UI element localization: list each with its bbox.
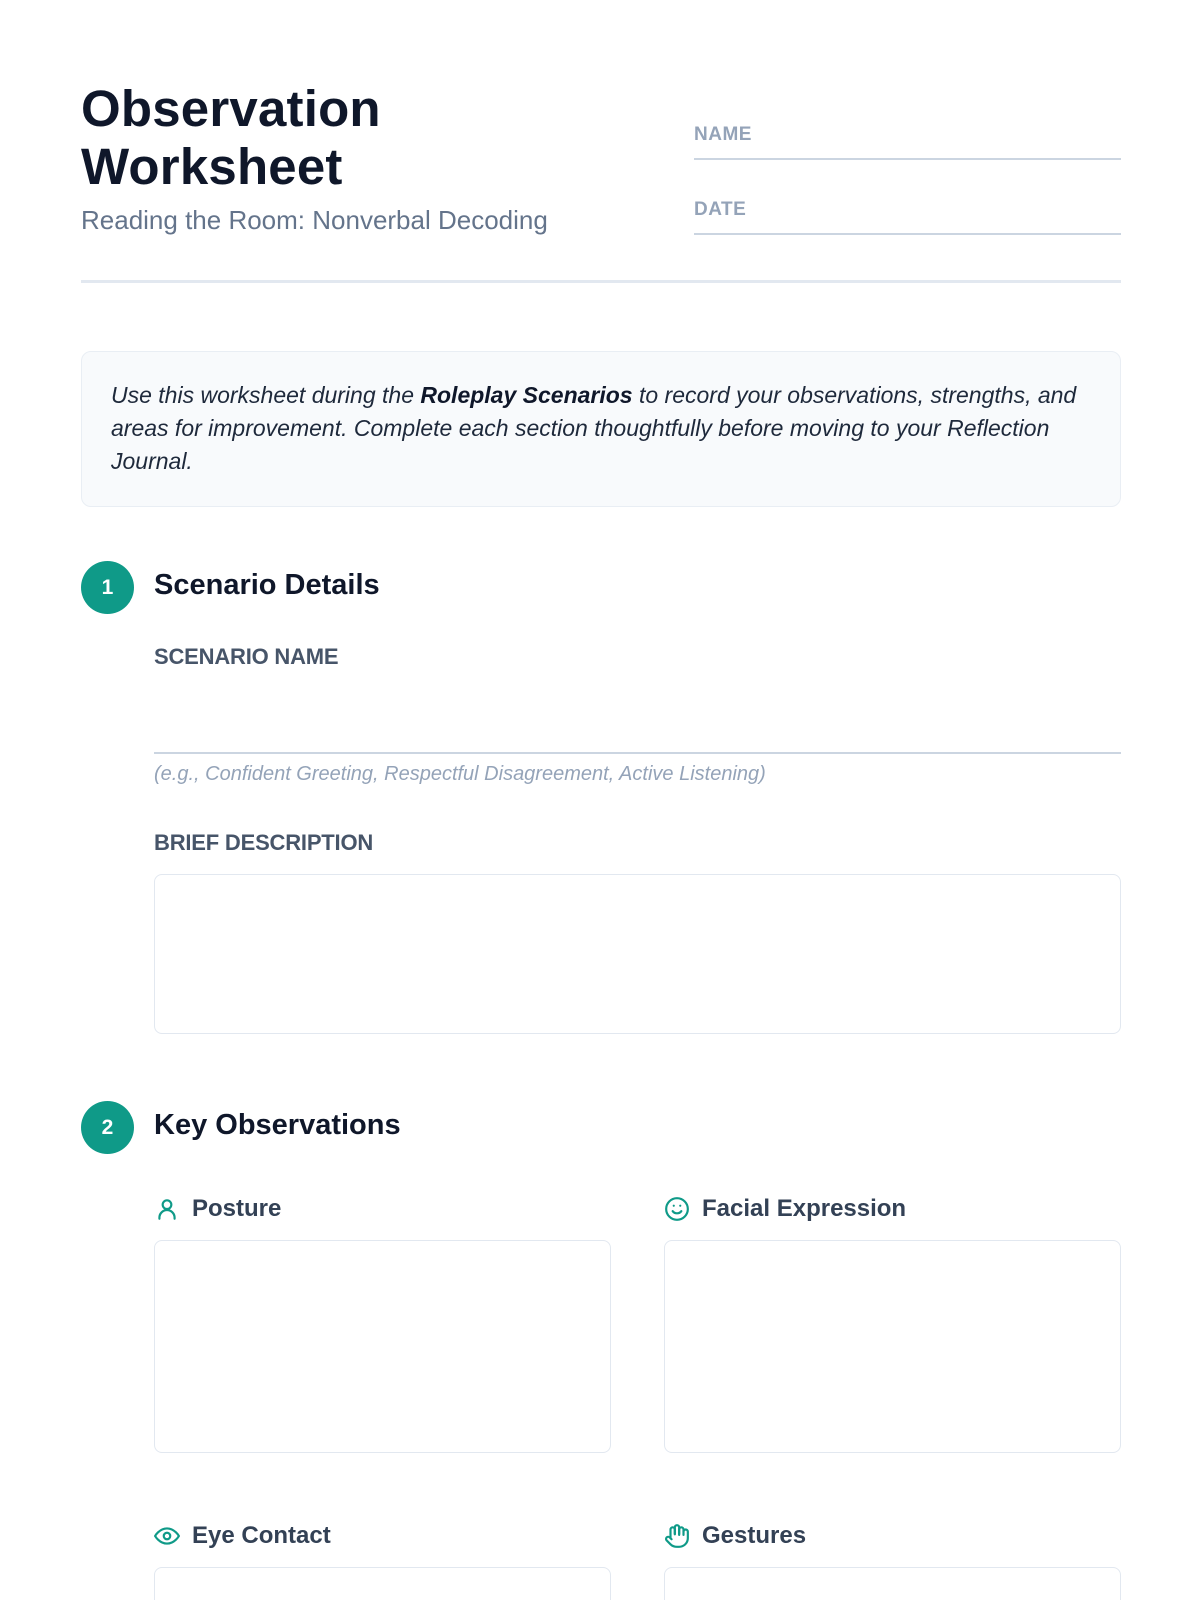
section-2-number: 2	[81, 1101, 134, 1154]
eye-contact-label: Eye Contact	[154, 1522, 331, 1550]
page-title	[81, 80, 681, 196]
page-subtitle: Reading the Room: Nonverbal Decoding	[81, 205, 548, 235]
header-divider	[81, 280, 1121, 283]
hand-icon	[664, 1523, 690, 1549]
name-field[interactable]	[694, 124, 1121, 160]
scenario-name-hint: (e.g., Confident Greeting, Respectful Disagreement, Active Listening)	[154, 763, 766, 785]
posture-textarea[interactable]	[154, 1240, 611, 1453]
instructions-box	[81, 351, 1121, 507]
facial-expression-textarea[interactable]	[664, 1240, 1121, 1453]
section-2-title: Key Observations	[154, 1109, 401, 1141]
gestures-label: Gestures	[664, 1522, 806, 1550]
facial-expression-label: Facial Expression	[664, 1195, 906, 1223]
title-line-2: Worksheet	[81, 138, 343, 195]
name-label: NAME	[694, 124, 752, 145]
section-1-title: Scenario Details	[154, 569, 380, 601]
eye-contact-textarea[interactable]	[154, 1567, 611, 1600]
date-label: DATE	[694, 199, 747, 220]
smile-icon	[664, 1196, 690, 1222]
eye-icon	[154, 1523, 180, 1549]
instructions-highlight: Roleplay Scenarios	[420, 382, 633, 408]
date-field[interactable]	[694, 199, 1121, 235]
scenario-name-label: SCENARIO NAME	[154, 644, 339, 669]
section-1-number: 1	[81, 561, 134, 614]
worksheet-page	[81, 0, 1121, 1600]
title-line-1: Observation	[81, 80, 381, 137]
description-textarea[interactable]	[154, 874, 1121, 1034]
description-label: BRIEF DESCRIPTION	[154, 830, 374, 855]
gestures-textarea[interactable]	[664, 1567, 1121, 1600]
instructions-text: Use this worksheet during the Roleplay Scenarios to record your observations, strengths, and areas for improvement. Complete each section thoughtfully before moving to your Reflection Journal.	[111, 382, 1077, 474]
scenario-name-input[interactable]	[154, 752, 1121, 754]
posture-label: Posture	[154, 1195, 281, 1223]
person-icon	[154, 1196, 180, 1222]
